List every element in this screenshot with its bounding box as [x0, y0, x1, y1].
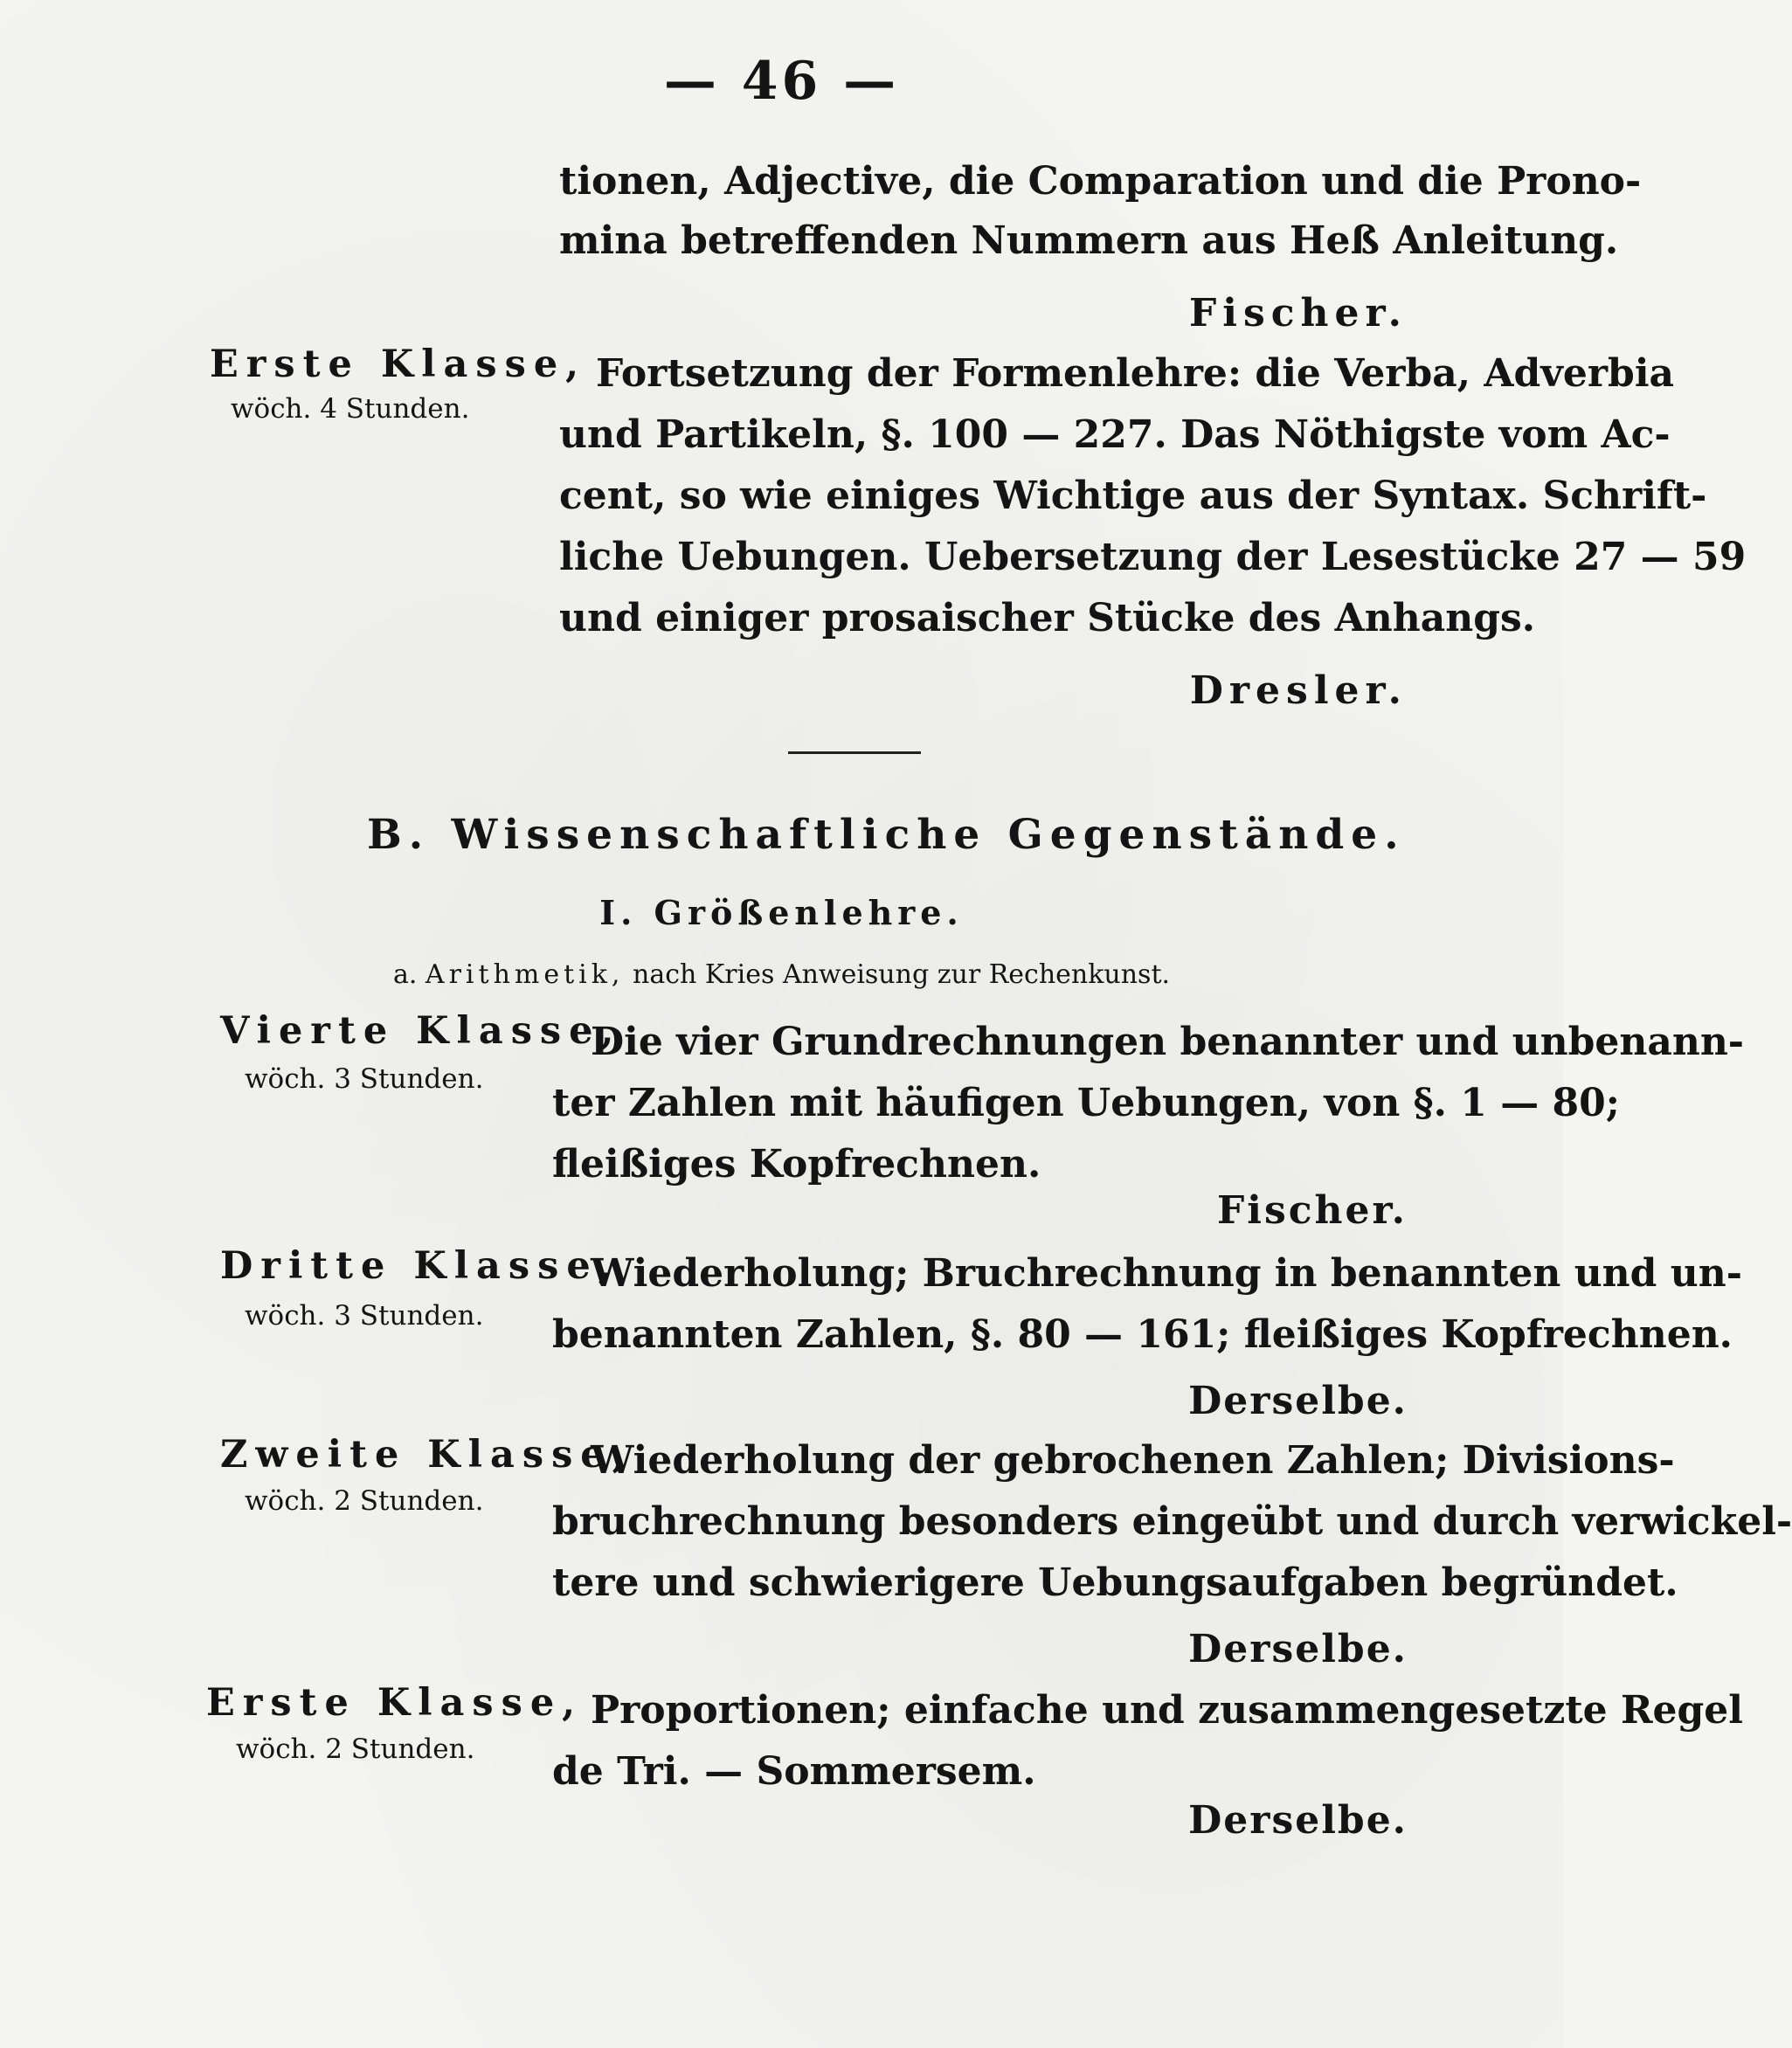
text-line: ter Zahlen mit häufigen Uebungen, von §. 1 — 80; [552, 1081, 1621, 1125]
teacher-signature: Fischer. [1189, 291, 1408, 336]
subsubsection-heading [0, 959, 1563, 990]
text-line: Wiederholung; Bruchrechnung in benannten und un- [591, 1251, 1743, 1296]
text-line: und Partikeln, §. 100 — 227. Das Nöthigste vom Ac- [559, 412, 1671, 457]
text-line: Die vier Grundrechnungen benannter und unbenann- [591, 1020, 1745, 1064]
teacher-signature: Dresler. [1189, 668, 1408, 713]
text-line: tere und schwierigere Uebungsaufgaben begründet. [552, 1560, 1678, 1605]
page-number: — 46 — [663, 51, 900, 112]
text-line: fleißiges Kopfrechnen. [552, 1142, 1041, 1187]
class-hours: wöch. 3 Stunden. [245, 1063, 484, 1095]
text-line: tionen, Adjective, die Comparation und die Prono- [559, 159, 1642, 204]
text-line: und einiger prosaischer Stücke des Anhangs. [559, 596, 1536, 640]
section-divider [788, 751, 921, 754]
text-line: cent, so wie einiges Wichtige aus der Syntax. Schrift- [559, 474, 1707, 518]
subsubsection-label: a. [392, 959, 418, 990]
text-line: benannten Zahlen, §. 80 — 161; fleißiges Kopfrechnen. [552, 1312, 1733, 1357]
teacher-signature: Derselbe. [1188, 1379, 1408, 1423]
text-line: Proportionen; einfache und zusammengesetzte Regel [591, 1688, 1743, 1733]
class-hours: wöch. 4 Stunden. [231, 393, 470, 425]
class-hours: wöch. 2 Stunden. [236, 1733, 475, 1765]
class-label: Zweite Klasse, [220, 1433, 633, 1477]
class-label: Erste Klasse, [210, 342, 587, 386]
class-hours: wöch. 2 Stunden. [245, 1485, 484, 1517]
class-hours: wöch. 3 Stunden. [245, 1300, 484, 1332]
teacher-signature: Fischer. [1217, 1188, 1408, 1233]
subsubsection-title: Arithmetik, [425, 959, 625, 990]
text-line: mina betreffenden Nummern aus Heß Anleitung. [559, 218, 1619, 263]
teacher-signature: Derselbe. [1188, 1798, 1408, 1843]
subsection-heading: I. Größenlehre. [599, 893, 964, 932]
class-label: Erste Klasse, [206, 1681, 584, 1725]
text-line: de Tri. — Sommersem. [552, 1749, 1036, 1794]
class-label: Vierte Klasse, [220, 1009, 622, 1053]
teacher-signature: Derselbe. [1188, 1627, 1408, 1671]
text-line: liche Uebungen. Uebersetzung der Lesestücke 27 — 59 [559, 535, 1747, 579]
class-label: Dritte Klasse, [220, 1244, 619, 1288]
section-heading: B. Wissenschaftliche Gegenstände. [367, 811, 1406, 859]
text-line: Fortsetzung der Formenlehre: die Verba, Adverbia [596, 351, 1675, 396]
text-line: Wiederholung der gebrochenen Zahlen; Divisions- [591, 1438, 1675, 1483]
subsubsection-source: nach Kries Anweisung zur Rechenkunst. [633, 959, 1171, 990]
text-line: bruchrechnung besonders eingeübt und durch verwickel- [552, 1499, 1792, 1544]
